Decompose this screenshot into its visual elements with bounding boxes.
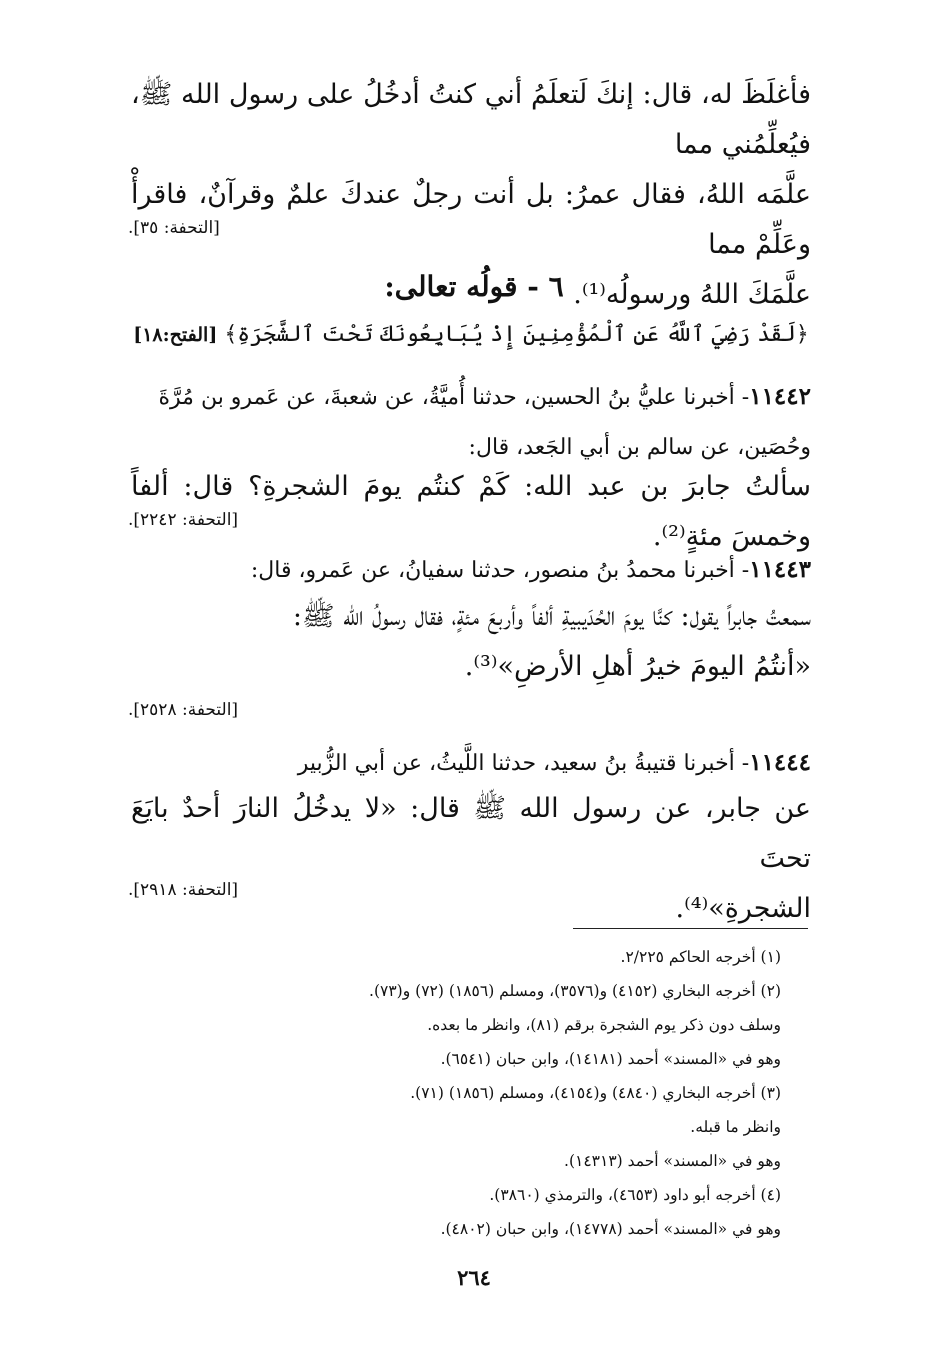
section-heading: ٦ - قولُه تعالى: — [384, 270, 564, 303]
hadith-11443-matn — [131, 592, 811, 692]
hadith-isnad: - أخبرنا قتيبةُ بنُ سعيد، حدثنا اللَّيثُ، عن أبي الزُّبير — [297, 751, 750, 776]
hadith-matn-line-2: «أنتُمُ اليومَ خيرُ أهلِ الأرضِ»⁽³⁾. — [464, 651, 811, 682]
footnotes — [141, 940, 781, 1246]
hadith-11443-reference: [التحفة: ٢٥٢٨]. — [128, 700, 239, 720]
footnote-line: وهو في «المسند» أحمد (١٤٧٧٨)، وابن حبان (٤٨٠٢). — [440, 1220, 781, 1238]
hadith-matn-line-1: سمعتُ جابراً يقول: كنَّا يومَ الحُدَيبيةِ ألفاً وأربعَ مئةٍ، فقال رسولُ الله ﷺ: — [292, 601, 811, 632]
hadith-isnad: - أخبرنا عليُّ بنُ الحسين، حدثنا أُميَّةُ، عن شعبةَ، عن عَمرو بن مُرَّةَ — [158, 385, 750, 410]
hadith-11444-reference: [التحفة: ٢٩١٨]. — [128, 880, 239, 900]
hadith-11444 — [131, 738, 811, 789]
hadith-isnad-cont: وحُصَين، عن سالم بن أبي الجَعد، قال: — [468, 435, 811, 460]
opening-line-1: فأغلَظَ له، قال: إنكَ لَتعلَمُ أني كنتُ أدخُلُ على رسول الله ﷺ، فيُعلِّمُني مما — [131, 79, 811, 160]
quran-verse — [131, 322, 811, 347]
footnote-line: وهو في «المسند» أحمد (١٤١٨١)، وابن حبان (٦٥٤١). — [440, 1050, 781, 1068]
hadith-matn-line-1: عن جابر، عن رسول الله ﷺ قال: «لا يدخُلُ النارَ أحدٌ بايَعَ تحتَ — [131, 793, 811, 874]
footnote-line: (٤) أخرجه أبو داود (٤٦٥٣)، والترمذي (٣٨٦٠). — [489, 1186, 781, 1204]
quran-verse-source: [الفتح:١٨] — [133, 324, 218, 346]
hadith-number: ١١٤٤٣ — [749, 556, 811, 583]
hadith-matn-line-2: الشجرةِ»⁽⁴⁾. — [675, 893, 811, 924]
footnote-line: (٢) أخرجه البخاري (٤١٥٢) و(٣٥٧٦)، ومسلم (١٨٥٦) (٧٢) و(٧٣). — [369, 982, 781, 1000]
hadith-isnad: - أخبرنا محمدُ بنُ منصور، حدثنا سفيانُ، عن عَمرو، قال: — [250, 558, 750, 583]
page-number: ٢٦٤ — [457, 1265, 491, 1290]
hadith-number: ١١٤٤٤ — [749, 749, 811, 776]
footnote-separator — [573, 928, 808, 929]
hadith-number: ١١٤٤٢ — [749, 383, 811, 410]
opening-line-2: علَّمَه اللهُ، فقال عمرُ: بل أنت رجلٌ عندكَ علمٌ وقرآنٌ، فاقرأْ وعَلِّمْ مما — [131, 179, 811, 260]
footnote-line: وسلف دون ذكر يوم الشجرة برقم (٨١)، وانظر ما بعده. — [427, 1016, 781, 1034]
hadith-11444-matn — [131, 784, 811, 934]
quran-verse-text: ﴿لَقَدْ رَضِيَ ٱللَّهُ عَنِ ٱلْمُؤْمِنِينَ إِذْ يُبَايِعُونَكَ تَحْتَ ٱلشَّجَرَةِ﴾ — [224, 322, 809, 347]
footnote-line: وانظر ما قبله. — [690, 1118, 781, 1136]
footnote-line: (١) أخرجه الحاكم ٢/٢٢٥. — [620, 948, 781, 966]
opening-reference: [التحفة: ٣٥]. — [128, 218, 220, 238]
hadith-11442 — [131, 372, 811, 473]
hadith-11443 — [131, 545, 811, 596]
footnote-line: وهو في «المسند» أحمد (١٤٣١٣). — [564, 1152, 781, 1170]
hadith-11442-matn: سألتُ جابرَ بن عبد الله: كَمْ كنتُم يومَ الشجرةِ؟ قال: ألفاً وخمسَ مئةٍ⁽²⁾. — [131, 471, 811, 552]
hadith-11442-reference: [التحفة: ٢٢٤٢]. — [128, 510, 239, 530]
opening-line-3: علَّمَكَ اللهُ ورسولُه⁽¹⁾. — [573, 279, 811, 310]
footnote-line: (٣) أخرجه البخاري (٤٨٤٠) و(٤١٥٤)، ومسلم (١٨٥٦) (٧١). — [410, 1084, 781, 1102]
